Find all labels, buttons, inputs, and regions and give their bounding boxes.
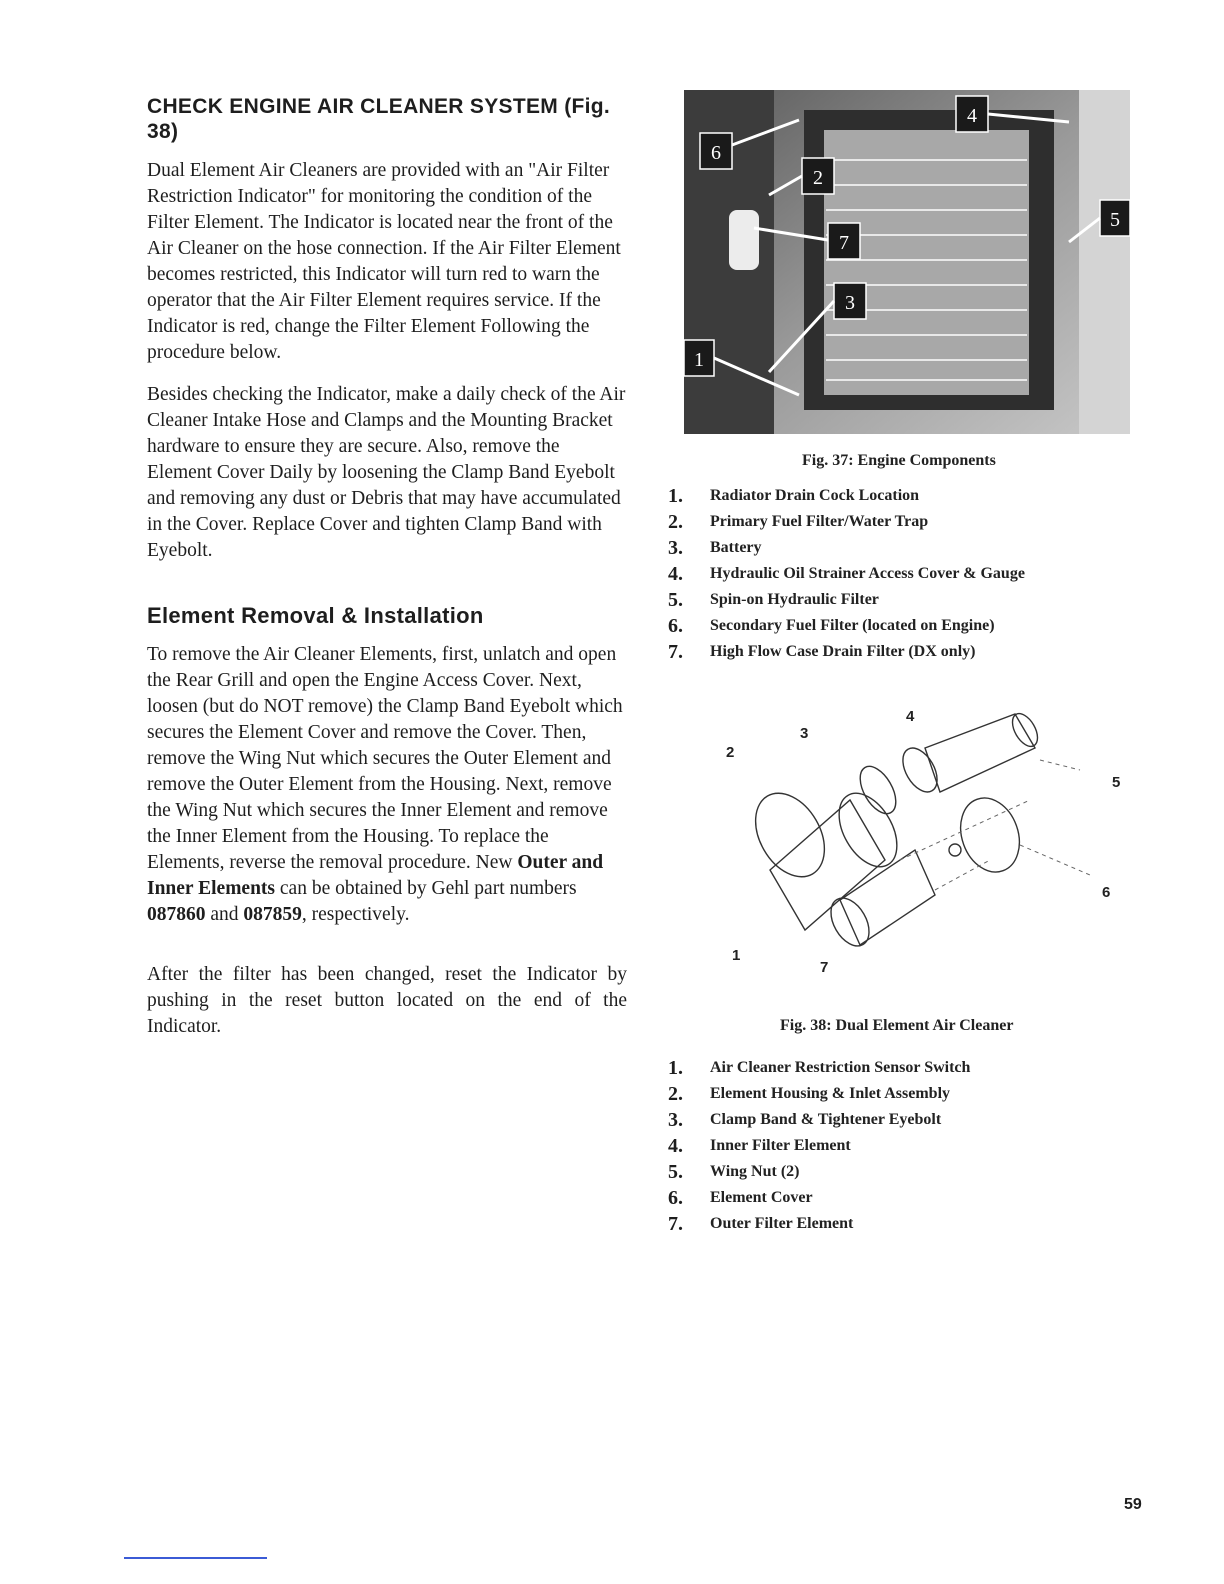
callout-label-6: 6 (711, 142, 721, 164)
part-number-inner: 087859 (243, 904, 302, 925)
page-number: 59 (1124, 1496, 1142, 1513)
list-text: Radiator Drain Cock Location (710, 487, 920, 504)
callout-label-2: 2 (813, 167, 823, 189)
wing-nut-outer (949, 844, 961, 856)
diagram-label-7: 7 (820, 959, 829, 976)
list-text: Hydraulic Oil Strainer Access Cover & Gauge (710, 565, 1025, 582)
text-span: To remove the Air Cleaner Elements, first, unlatch and open the Rear Grill and open the Engine Access Cover. Next, loosen (but do NOT remove) the Clamp Band Eyebolt which secures the Element Cover and remove the Cover. Then, remove the Wing Nut which secures the Outer Element and remove the Outer Element from the Housing. Next, remove the Wing Nut which secures the Inner Element and remove the Inner Element from the Housing. To replace the Elements, reverse the removal procedure. New (147, 644, 623, 873)
list-text: Inner Filter Element (710, 1137, 851, 1154)
housing-outlet (742, 781, 839, 889)
list-item (668, 509, 1188, 535)
fuel-filter-shape (729, 210, 759, 270)
list-item (668, 1081, 1188, 1107)
list-item (668, 1185, 1188, 1211)
list-text: Air Cleaner Restriction Sensor Switch (710, 1059, 971, 1076)
list-item (668, 1211, 1188, 1237)
figure-37-legend (668, 483, 1188, 665)
list-item (668, 483, 1188, 509)
bold-elements-text: Outer and Inner Elements (147, 852, 604, 899)
element-housing (770, 800, 885, 930)
callout-label-3: 3 (845, 292, 855, 314)
list-number: 4. (668, 1135, 683, 1157)
list-number: 3. (668, 1109, 683, 1131)
engine-components-photo (684, 90, 1130, 434)
list-item (668, 535, 1188, 561)
list-text: Outer Filter Element (710, 1215, 854, 1232)
element-cover (951, 790, 1030, 881)
footer-rule (124, 1557, 267, 1559)
list-number: 7. (668, 641, 683, 663)
paragraph-daily-check: Besides checking the Indicator, make a daily check of the Air Cleaner Intake Hose and Clamps and the Mounting Bracket hardware to ensure they are secure. Also, remove the Element Cover Daily by loosening the Clamp Band Eyebolt and removing any dust or Debris that may have accumulated in the Cover. Replace Cover and tighten Clamp Band with Eyebolt. (147, 384, 626, 561)
list-item (668, 613, 1188, 639)
list-text: Secondary Fuel Filter (located on Engine) (710, 617, 995, 634)
air-cleaner-exploded-diagram (700, 700, 1140, 990)
figure-38-legend (668, 1055, 1188, 1237)
figure-37-caption: Fig. 37: Engine Components (802, 452, 996, 469)
diagram-label-3: 3 (800, 725, 809, 742)
list-number: 5. (668, 1161, 683, 1183)
clamp-band (853, 760, 903, 819)
list-number: 2. (668, 1083, 683, 1105)
list-item (668, 561, 1188, 587)
list-item (668, 1055, 1188, 1081)
list-number: 7. (668, 1213, 683, 1235)
list-text: Spin-on Hydraulic Filter (710, 591, 879, 608)
list-text: Wing Nut (2) (710, 1163, 800, 1180)
list-number: 1. (668, 1057, 683, 1079)
inner-filter-element (925, 714, 1035, 792)
diagram-label-1: 1 (732, 947, 741, 964)
figure-38-caption: Fig. 38: Dual Element Air Cleaner (780, 1017, 1014, 1034)
leader-lines (900, 760, 1090, 890)
paragraph-indicator-description: Dual Element Air Cleaners are provided with an "Air Filter Restriction Indicator" for monitoring the condition of the Filter Element. The Indicator is located near the front of the Air Cleaner on the hose connection. If the Air Filter Element becomes restricted, this Indicator will turn red to warn the operator that the Air Filter Element requires service. If the Indicator is red, change the Filter Element Following the procedure below. (147, 160, 621, 363)
paragraph-removal-procedure (147, 642, 627, 928)
callout-label-1: 1 (694, 349, 704, 371)
list-item (668, 1159, 1188, 1185)
list-text: Element Cover (710, 1189, 813, 1206)
list-item (668, 1133, 1188, 1159)
text-span: and (205, 904, 244, 925)
list-number: 6. (668, 1187, 683, 1209)
photo-right-light-area (1079, 90, 1130, 434)
diagram-label-4: 4 (906, 708, 915, 725)
diagram-label-6: 6 (1102, 884, 1111, 901)
list-number: 3. (668, 537, 683, 559)
paragraph-reset-indicator: After the filter has been changed, reset the Indicator by pushing in the reset button located on the end of the Indicator. (147, 964, 627, 1037)
list-number: 5. (668, 589, 683, 611)
list-number: 2. (668, 511, 683, 533)
list-number: 1. (668, 485, 683, 507)
list-number: 6. (668, 615, 683, 637)
radiator-core (824, 130, 1029, 395)
diagram-label-2: 2 (726, 744, 735, 761)
part-number-outer: 087860 (147, 904, 206, 925)
list-text: High Flow Case Drain Filter (DX only) (710, 643, 976, 660)
callout-label-5: 5 (1110, 209, 1120, 231)
inner-element-end (896, 742, 944, 798)
list-item (668, 639, 1188, 665)
callout-label-7: 7 (839, 232, 849, 254)
text-span: can be obtained by Gehl part numbers (275, 878, 577, 899)
text-span: , respectively. (301, 904, 410, 925)
list-item (668, 1107, 1188, 1133)
section-heading-air-cleaner: CHECK ENGINE AIR CLEANER SYSTEM (Fig. 38) (147, 95, 611, 143)
section-heading-element-removal: Element Removal & Installation (147, 603, 484, 628)
list-text: Clamp Band & Tightener Eyebolt (710, 1111, 942, 1128)
list-text: Primary Fuel Filter/Water Trap (710, 513, 929, 530)
diagram-label-5: 5 (1112, 774, 1121, 791)
callout-label-4: 4 (967, 105, 977, 127)
list-item (668, 587, 1188, 613)
list-number: 4. (668, 563, 683, 585)
list-text: Battery (710, 539, 762, 556)
list-text: Element Housing & Inlet Assembly (710, 1085, 951, 1102)
